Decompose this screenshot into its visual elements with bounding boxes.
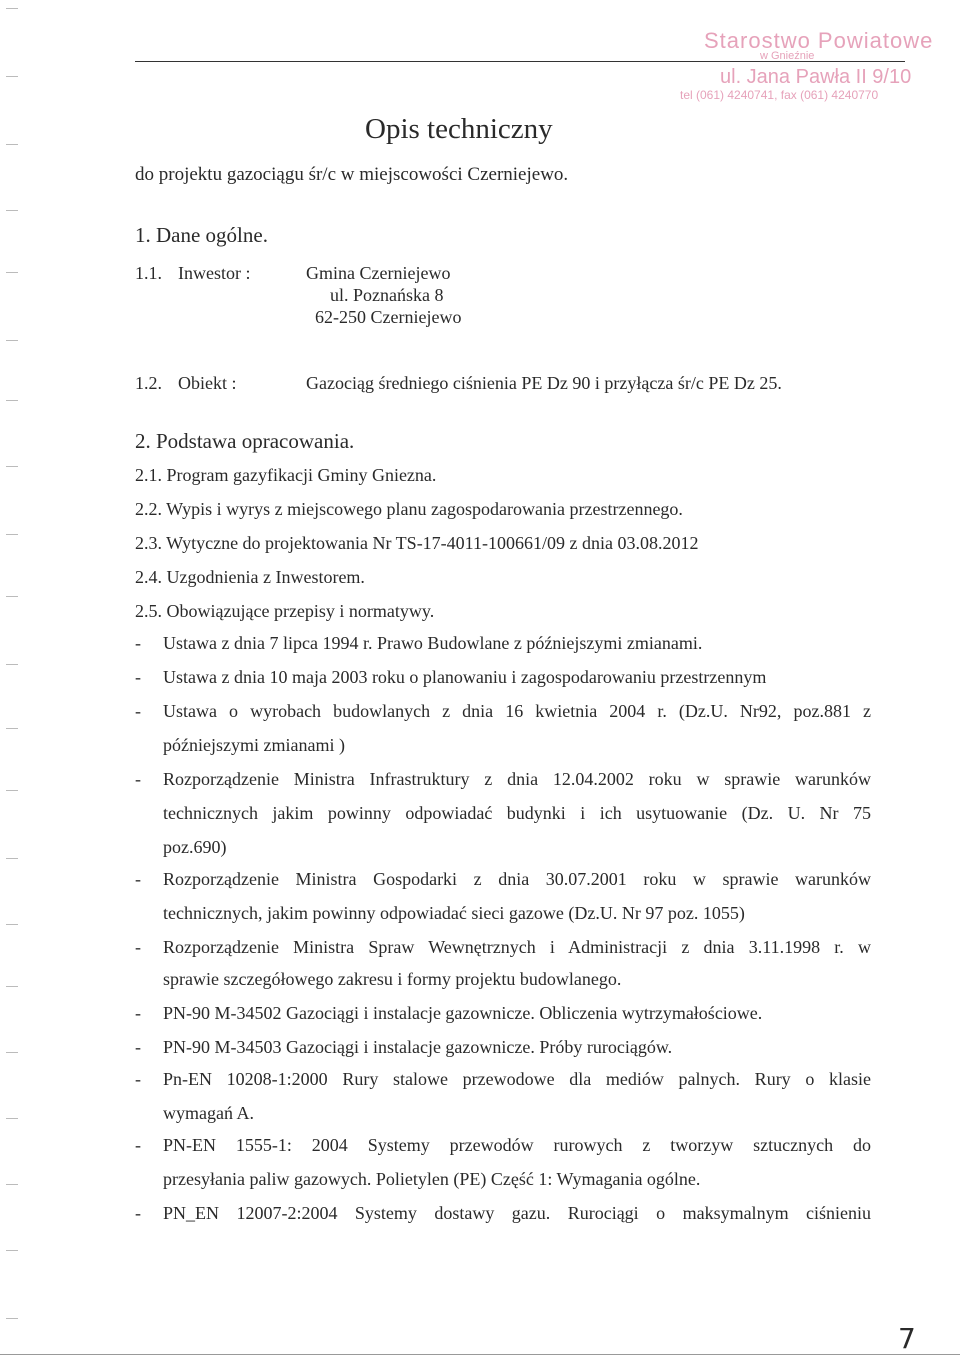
- basis-item: 2.1. Program gazyfikacji Gminy Gniezna.: [135, 465, 437, 485]
- regulation-item: PN_EN 12007-2:2004 Systemy dostawy gazu. Rurociągi o maksymalnym ciśnieniu: [163, 1203, 871, 1223]
- regulation-item-continued: późniejszymi zmianami ): [163, 735, 345, 755]
- regulation-item: Ustawa o wyrobach budowlanych z dnia 16 kwietnia 2004 r. (Dz.U. Nr92, poz.881 z: [163, 701, 871, 721]
- regulation-item: PN-90 M-34503 Gazociągi i instalacje gazownicze. Próby rurociągów.: [163, 1037, 673, 1057]
- basis-item: 2.5. Obowiązujące przepisy i normatywy.: [135, 601, 435, 621]
- regulation-item: PN-90 M-34502 Gazociągi i instalacje gazownicze. Obliczenia wytrzymałościowe.: [163, 1003, 763, 1023]
- section-1-heading: 1. Dane ogólne.: [135, 223, 268, 247]
- object-value: Gazociąg średniego ciśnienia PE Dz 90 i przyłącza śr/c PE Dz 25.: [306, 373, 782, 393]
- scan-margin-marks: [6, 0, 20, 1358]
- regulation-item: Pn-EN 10208-1:2000 Rury stalowe przewodowe dla mediów palnych. Rury o klasie: [163, 1069, 871, 1089]
- object-label: Obiekt :: [178, 373, 237, 393]
- bullet-dash: -: [135, 1203, 141, 1223]
- regulation-item-continued: technicznych jakim powinny odpowiadać budynki i ich usytuowanie (Dz. U. Nr 75: [163, 803, 871, 823]
- regulation-item-continued: technicznych, jakim powinny odpowiadać sieci gazowe (Dz.U. Nr 97 poz. 1055): [163, 903, 745, 923]
- stamp-line-2: w Gnieźnie: [760, 50, 815, 62]
- page-number: 7: [898, 1322, 916, 1355]
- regulation-item: PN-EN 1555-1: 2004 Systemy przewodów rurowych z tworzyw sztucznych do: [163, 1135, 871, 1155]
- basis-item: 2.2. Wypis i wyrys z miejscowego planu zagospodarowania przestrzennego.: [135, 499, 683, 519]
- scan-bottom-edge: [0, 1354, 960, 1355]
- stamp-line-3: ul. Jana Pawła II 9/10: [720, 66, 912, 88]
- basis-item: 2.4. Uzgodnienia z Inwestorem.: [135, 567, 365, 587]
- document-title: Opis techniczny: [365, 113, 553, 145]
- investor-line-2: ul. Poznańska 8: [330, 285, 444, 305]
- investor-label: Inwestor :: [178, 263, 251, 283]
- regulation-item: Ustawa z dnia 7 lipca 1994 r. Prawo Budowlane z późniejszymi zmianami.: [163, 633, 703, 653]
- regulation-item-continued: przesyłania paliw gazowych. Polietylen (PE) Część 1: Wymagania ogólne.: [163, 1169, 701, 1189]
- stamp-line-1: Starostwo Powiatowe: [704, 28, 934, 53]
- investor-line-1: Gmina Czerniejewo: [306, 263, 451, 283]
- bullet-dash: -: [135, 701, 141, 721]
- bullet-dash: -: [135, 1037, 141, 1057]
- bullet-dash: -: [135, 1003, 141, 1023]
- regulation-item-continued: wymagań A.: [163, 1103, 254, 1123]
- document-subtitle: do projektu gazociągu śr/c w miejscowości Czerniejewo.: [135, 164, 569, 185]
- regulation-item: Rozporządzenie Ministra Gospodarki z dnia 30.07.2001 roku w sprawie warunków: [163, 869, 871, 889]
- investor-line-3: 62-250 Czerniejewo: [315, 307, 462, 327]
- header-rule: [135, 61, 905, 62]
- object-number: 1.2.: [135, 373, 162, 393]
- stamp-line-4: tel (061) 4240741, fax (061) 4240770: [680, 88, 879, 102]
- basis-item: 2.3. Wytyczne do projektowania Nr TS-17-4011-100661/09 z dnia 03.08.2012: [135, 533, 699, 553]
- regulation-item: Rozporządzenie Ministra Spraw Wewnętrznych i Administracji z dnia 3.11.1998 r. w: [163, 937, 871, 957]
- bullet-dash: -: [135, 1069, 141, 1089]
- regulation-item: Ustawa z dnia 10 maja 2003 roku o planowaniu i zagospodarowaniu przestrzennym: [163, 667, 767, 687]
- investor-number: 1.1.: [135, 263, 162, 283]
- regulation-item: Rozporządzenie Ministra Infrastruktury z dnia 12.04.2002 roku w sprawie warunków: [163, 769, 871, 789]
- regulation-item-continued: poz.690): [163, 837, 227, 857]
- regulation-item-continued: sprawie szczegółowego zakresu i formy projektu budowlanego.: [163, 969, 622, 989]
- bullet-dash: -: [135, 937, 141, 957]
- bullet-dash: -: [135, 667, 141, 687]
- bullet-dash: -: [135, 869, 141, 889]
- bullet-dash: -: [135, 633, 141, 653]
- section-2-heading: 2. Podstawa opracowania.: [135, 429, 355, 453]
- bullet-dash: -: [135, 1135, 141, 1155]
- bullet-dash: -: [135, 769, 141, 789]
